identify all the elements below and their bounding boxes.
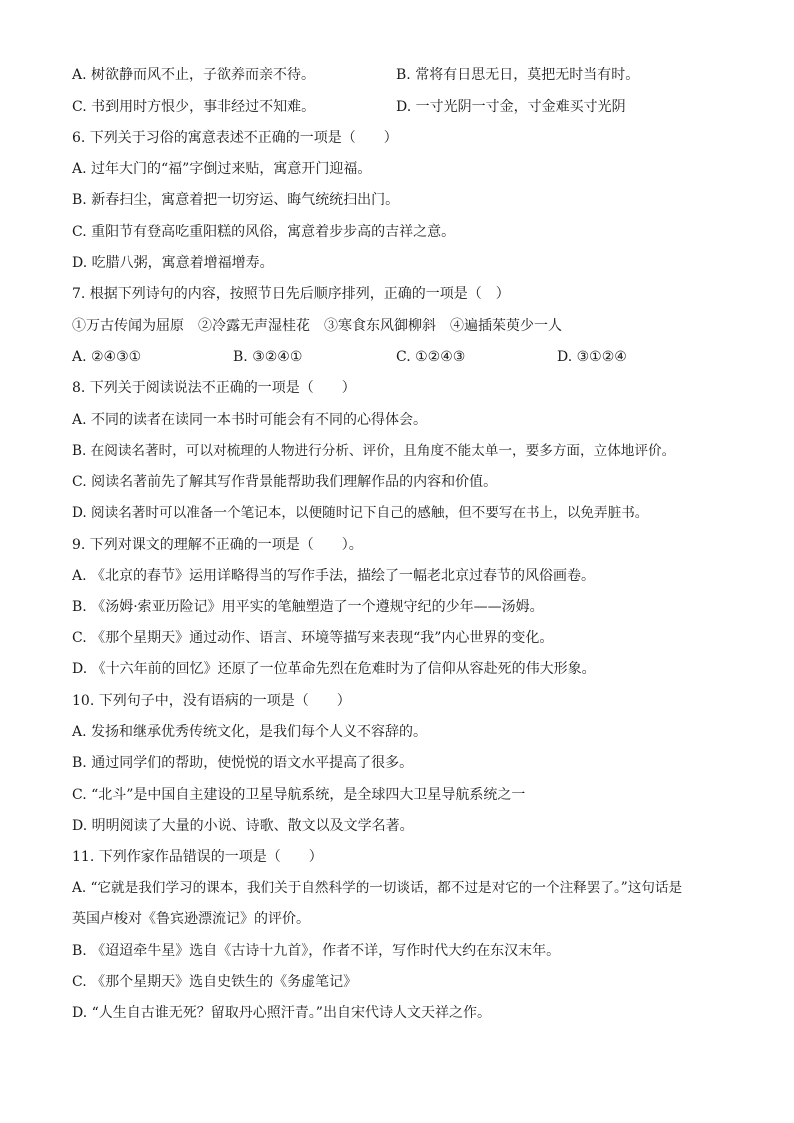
q6-option-a: A. 过年大门的“福”字倒过来贴，寓意开门迎福。 bbox=[72, 161, 372, 177]
q9-option-b: B. 《汤姆·索亚历险记》用平实的笔触塑造了一个遵规守纪的少年——汤姆。 bbox=[72, 599, 544, 615]
q7-option-a: A. ②④③① bbox=[72, 349, 142, 365]
q8-stem: 8. 下列关于阅读说法不正确的一项是（ ） bbox=[72, 380, 356, 396]
q5-option-c: C. 书到用时方恨少，事非经过不知难。 bbox=[72, 99, 316, 115]
q8-option-b: B. 在阅读名著时，可以对梳理的人物进行分析、评价，且角度不能太单一，要多方面，立体地评价。 bbox=[72, 443, 676, 459]
q6-option-d: D. 吃腊八粥，寓意着增福增寿。 bbox=[72, 255, 274, 271]
q7-stem: 7. 根据下列诗句的内容，按照节日先后顺序排列，正确的一项是（ ） bbox=[72, 286, 510, 302]
q6-option-c: C. 重阳节有登高吃重阳糕的风俗，寓意着步步高的吉祥之意。 bbox=[72, 224, 456, 240]
q9-option-d: D. 《十六年前的回忆》还原了一位革命先烈在危难时为了信仰从容赴死的伟大形象。 bbox=[72, 661, 596, 677]
q5-option-b: B. 常将有日思无日，莫把无时当有时。 bbox=[396, 67, 640, 83]
q11-option-d: D. “人生自古谁无死？留取丹心照汗青。”出自宋代诗人文天祥之作。 bbox=[72, 1005, 491, 1021]
q8-option-a: A. 不同的读者在读同一本书时可能会有不同的心得体会。 bbox=[72, 412, 428, 428]
q8-option-c: C. 阅读名著前先了解其写作背景能帮助我们理解作品的内容和价值。 bbox=[72, 474, 498, 490]
q11-stem: 11. 下列作家作品错误的一项是（ ） bbox=[72, 849, 323, 865]
q8-option-d: D. 阅读名著时可以准备一个笔记本，以便随时记下自己的感触，但不要写在书上，以免弄脏书。 bbox=[72, 505, 649, 521]
q10-stem: 10. 下列句子中，没有语病的一项是（ ） bbox=[72, 693, 351, 709]
q11-option-a-line1: A. “它就是我们学习的课本，我们关于自然科学的一切谈话，都不过是对它的一个注释罢了。”这句话是 bbox=[72, 880, 683, 896]
q7-option-b: B. ③②④① bbox=[233, 349, 303, 365]
q10-option-c: C. “北斗”是中国自主建设的卫星导航系统，是全球四大卫星导航系统之一 bbox=[72, 787, 526, 803]
q6-stem: 6. 下列关于习俗的寓意表述不正确的一项是（ ） bbox=[72, 130, 398, 146]
q11-option-b: B. 《迢迢牵牛星》选自《古诗十九首》，作者不详，写作时代大约在东汉末年。 bbox=[72, 943, 561, 959]
q7-option-c: C. ①②④③ bbox=[396, 349, 466, 365]
q9-option-a: A. 《北京的春节》运用详略得当的写作手法，描绘了一幅老北京过春节的风俗画卷。 bbox=[72, 568, 596, 584]
q10-option-b: B. 通过同学们的帮助，使悦悦的语文水平提高了很多。 bbox=[72, 755, 414, 771]
q11-option-c: C. 《那个星期天》选自史铁生的《务虚笔记》 bbox=[72, 974, 358, 990]
q9-option-c: C. 《那个星期天》通过动作、语言、环境等描写来表现“我”内心世界的变化。 bbox=[72, 630, 554, 646]
q10-option-d: D. 明明阅读了大量的小说、诗歌、散文以及文学名著。 bbox=[72, 818, 414, 834]
q10-option-a: A. 发扬和继承优秀传统文化，是我们每个人义不容辞的。 bbox=[72, 724, 428, 740]
q5-option-d: D. 一寸光阴一寸金，寸金难买寸光阴 bbox=[396, 99, 626, 115]
q7-poems: ①万古传闻为屈原 ②冷露无声湿桂花 ③寒食东风御柳斜 ④遍插茱萸少一人 bbox=[72, 318, 562, 334]
q11-option-a-line2: 英国卢梭对《鲁宾逊漂流记》的评价。 bbox=[72, 911, 310, 927]
q9-stem: 9. 下列对课文的理解不正确的一项是（ ）。 bbox=[72, 537, 363, 553]
q7-option-d: D. ③①②④ bbox=[557, 349, 627, 365]
q5-option-a: A. 树欲静而风不止，子欲养而亲不待。 bbox=[72, 67, 316, 83]
q6-option-b: B. 新春扫尘，寓意着把一切穷运、晦气统统扫出门。 bbox=[72, 192, 400, 208]
